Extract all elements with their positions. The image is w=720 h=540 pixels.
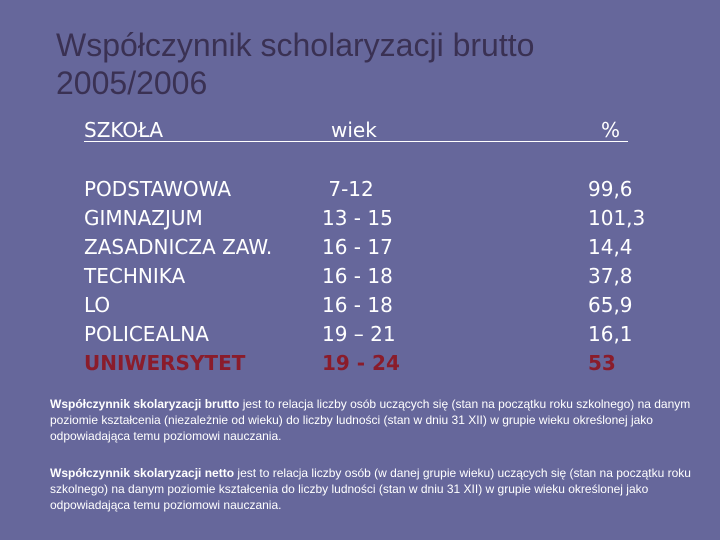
school-cell-highlight: UNIWERSYTET xyxy=(84,351,246,375)
school-cell: TECHNIKA xyxy=(84,264,186,288)
percent-cell: 65,9 xyxy=(588,293,633,317)
age-cell: 16 - 18 xyxy=(322,264,393,288)
age-cell: 13 - 15 xyxy=(322,206,393,230)
definition-brutto-term: Współczynnik skolaryzacji brutto xyxy=(50,397,240,411)
header-percent: % xyxy=(601,118,621,142)
percent-cell: 16,1 xyxy=(588,322,633,346)
school-cell: POLICEALNA xyxy=(84,322,209,346)
school-cell: ZASADNICZA ZAW. xyxy=(84,235,273,259)
definition-netto-text: jest to relacja liczby osób (w danej grupie wieku) uczących się (stan na początku roku szkolnego) na danym poziomie kształcenia do liczby ludności (stan w dniu 31 XII) w grupie wieku określonej jako odpowiadająca temu poziomowi nauczania. xyxy=(50,466,691,512)
age-cell-highlight: 19 - 24 xyxy=(322,351,400,375)
age-cell: 7-12 xyxy=(322,177,374,201)
percent-cell-highlight: 53 xyxy=(588,351,616,375)
definition-netto xyxy=(50,465,700,513)
school-cell: GIMNAZJUM xyxy=(84,206,203,230)
school-column xyxy=(84,175,272,378)
header-school: SZKOŁA xyxy=(84,118,164,142)
definition-brutto-text: jest to relacja liczby osób uczących się (stan na początku roku szkolnego) na danym poziomie kształcenia (niezależnie od wieku) do liczby ludności (stan w dniu 31 XII) w grupie wieku określonej jako odpowiadająca temu poziomowi nauczania. xyxy=(50,397,691,443)
title-line-2: 2005/2006 xyxy=(56,65,208,101)
definition-brutto xyxy=(50,396,700,444)
header-underline xyxy=(84,141,628,142)
slide-title xyxy=(56,26,676,102)
age-cell: 16 - 18 xyxy=(322,293,393,317)
percent-cell: 14,4 xyxy=(588,235,633,259)
percent-column xyxy=(588,175,645,378)
age-cell: 16 - 17 xyxy=(322,235,393,259)
school-cell: PODSTAWOWA xyxy=(84,177,232,201)
definition-netto-term: Współczynnik skolaryzacji netto xyxy=(50,466,235,480)
percent-cell: 101,3 xyxy=(588,206,646,230)
header-age: wiek xyxy=(331,118,377,142)
title-line-1: Współczynnik scholaryzacji brutto xyxy=(56,27,535,63)
percent-cell: 99,6 xyxy=(588,177,633,201)
school-cell: LO xyxy=(84,293,111,317)
age-cell: 19 – 21 xyxy=(322,322,396,346)
age-column xyxy=(322,175,400,378)
percent-cell: 37,8 xyxy=(588,264,633,288)
